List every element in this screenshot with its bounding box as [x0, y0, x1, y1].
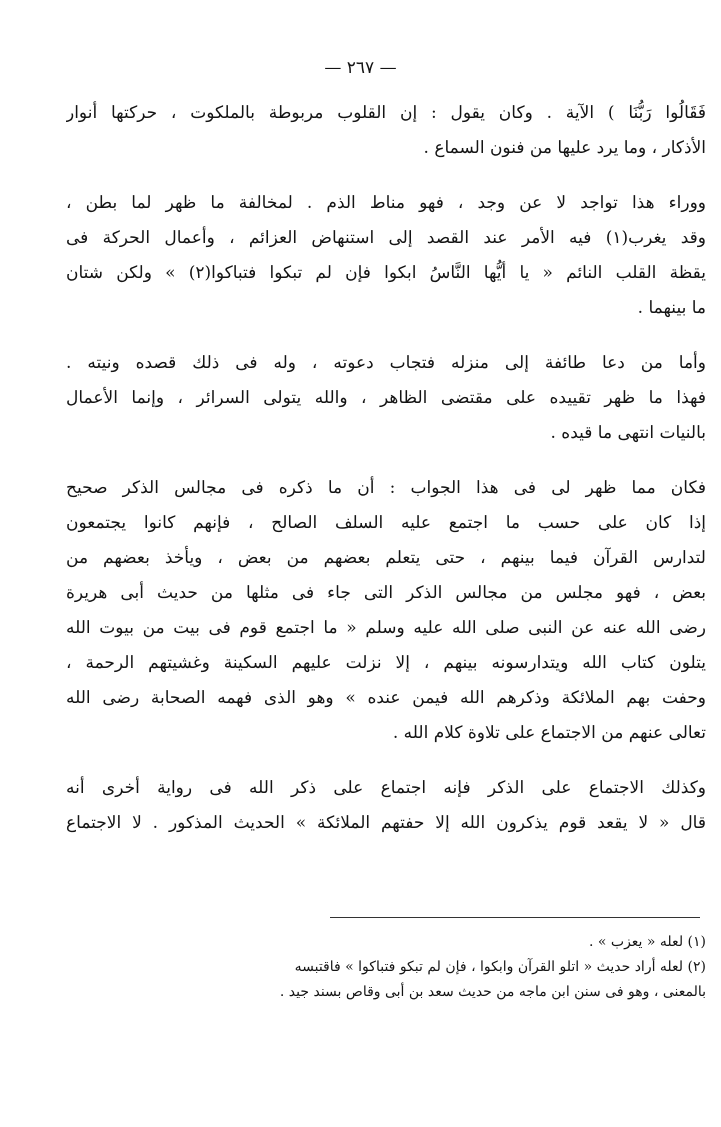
text-line: رضى الله عنه عن النبى صلى الله عليه وسلم « ما اجتمع قوم فى بيت من بيوت الله — [66, 618, 706, 638]
text-line: قال « لا يقعد قوم يذكرون الله إلا حفتهم الملائكة » الحديث المذكور . لا الاجتماع — [66, 813, 706, 833]
paragraph — [66, 471, 706, 751]
text-line: وكذلك الاجتماع على الذكر فإنه اجتماع على ذكر الله فى رواية أخرى أنه — [66, 778, 706, 798]
footnote: (١) لعله « يعزب » . — [588, 934, 706, 950]
text-line: لتدارس القرآن فيما بينهم ، حتى يتعلم بعضهم من بعض ، ويأخذ بعضهم من — [66, 548, 706, 568]
text-line: ووراء هذا تواجد لا عن وجد ، فهو مناط الذم . لمخالفة ما ظهر لما بطن ، — [66, 193, 706, 213]
text-line: تعالى عنهم من الاجتماع على تلاوة كلام الله . — [392, 723, 706, 743]
text-line: وقد يغرب(١) فيه الأمر عند القصد إلى استنهاض العزائم ، وأعمال الحركة فى — [66, 228, 706, 248]
text-line: الأذكار ، وما يرد عليها من فنون السماع . — [423, 138, 706, 158]
text-line: ما بينهما . — [637, 298, 706, 318]
text-line: فَقَالُوا رَبُّنَا ) الآية . وكان يقول : إن القلوب مربوطة بالملكوت ، حركتها أنوار — [66, 103, 706, 123]
text-line: إذا كان على حسب ما اجتمع عليه السلف الصالح ، فإنهم كانوا يجتمعون — [66, 513, 706, 533]
text-line: فكان مما ظهر لى فى هذا الجواب : أن ما ذكره فى مجالس الذكر صحيح — [66, 478, 706, 498]
text-line: فهذا ما ظهر تقييده على مقتضى الظاهر ، والله يتولى السرائر ، وإنما الأعمال — [66, 388, 706, 408]
footnote-continuation: بالمعنى ، وهو فى سنن ابن ماجه من حديث سعد بن أبى وقاص بسند جيد . — [279, 984, 706, 1000]
footnote-divider — [330, 917, 700, 918]
footnotes — [66, 930, 706, 1005]
paragraph — [66, 346, 706, 451]
page-number: — ٢٦٧ — — [324, 58, 397, 78]
text-line: بالنيات انتهى ما قيده . — [550, 423, 706, 443]
paragraph — [66, 771, 706, 841]
paragraph — [66, 186, 706, 326]
text-line: بعض ، فهو مجلس من مجالس الذكر التى جاء فى مثلها من حديث أبى هريرة — [66, 583, 706, 603]
paragraph — [66, 96, 706, 166]
body-text — [66, 96, 706, 841]
footnote: (٢) لعله أراد حديث « اتلو القرآن وابكوا ، فإن لم تبكو فتباكوا » فاقتبسه — [294, 959, 706, 975]
text-line: وحفت بهم الملائكة وذكرهم الله فيمن عنده » وهو الذى فهمه الصحابة رضى الله — [66, 688, 706, 708]
text-line: وأما من دعا طائفة إلى منزله فتجاب دعوته ، وله فى ذلك قصده ونيته . — [66, 353, 706, 373]
text-line: يتلون كتاب الله ويتدارسونه بينهم ، إلا نزلت عليهم السكينة وغشيتهم الرحمة ، — [66, 653, 706, 673]
text-line: يقظة القلب النائم « يا أيُّها النَّاسُ ابكوا فإن لم تبكوا فتباكوا(٢) » ولكن شتان — [66, 263, 706, 283]
